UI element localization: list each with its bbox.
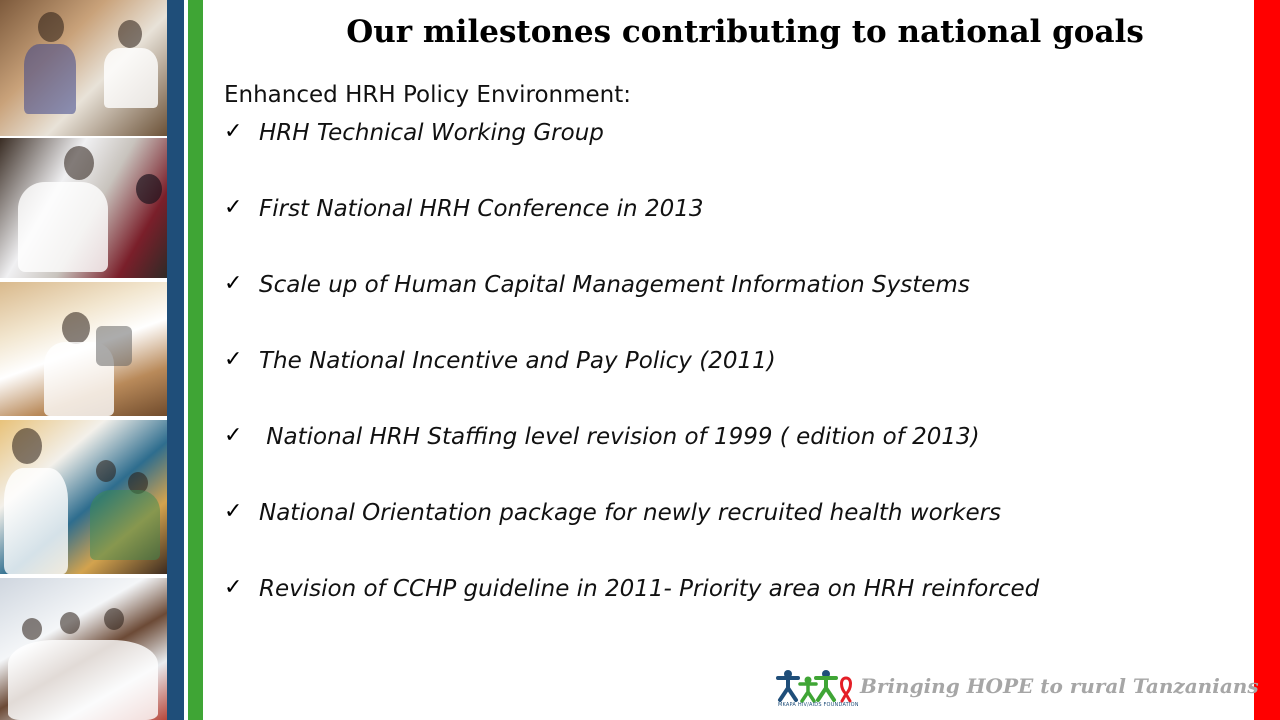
health-workers-photo <box>0 578 167 720</box>
check-icon: ✓ <box>224 499 243 524</box>
health-workers-photo <box>0 420 167 574</box>
blue-accent-bar <box>167 0 184 720</box>
green-accent-bar <box>188 0 203 720</box>
slide-title: Our milestones contributing to national goals <box>346 14 1144 50</box>
list-item <box>224 344 1039 420</box>
check-icon: ✓ <box>224 347 243 372</box>
list-item <box>224 192 1039 268</box>
photo-strip <box>0 0 167 720</box>
check-icon: ✓ <box>224 195 243 220</box>
list-item-text: National HRH Staffing level revision of 1999 ( edition of 2013) <box>259 424 980 450</box>
footer-tagline: Bringing HOPE to rural Tanzanians <box>860 674 1259 698</box>
list-item-text: National Orientation package for newly recruited health workers <box>259 500 1002 526</box>
list-item-text: First National HRH Conference in 2013 <box>259 196 704 222</box>
list-item <box>224 116 1039 192</box>
foundation-logo <box>776 668 858 710</box>
check-icon: ✓ <box>224 271 243 296</box>
section-intro: Enhanced HRH Policy Environment: <box>224 82 632 108</box>
logo-caption: MKAPA HIV/AIDS FOUNDATION <box>778 702 859 708</box>
footer <box>776 668 1259 710</box>
check-icon: ✓ <box>224 575 243 600</box>
list-item-text: Revision of CCHP guideline in 2011- Priority area on HRH reinforced <box>259 576 1040 602</box>
health-workers-photo <box>0 138 167 278</box>
red-accent-bar <box>1254 0 1280 720</box>
list-item <box>224 420 1039 496</box>
list-item <box>224 572 1039 648</box>
health-workers-photo <box>0 282 167 416</box>
list-item-text: Scale up of Human Capital Management Information Systems <box>259 272 970 298</box>
list-item-text: HRH Technical Working Group <box>259 120 604 146</box>
list-item-text: The National Incentive and Pay Policy (2011) <box>259 348 776 374</box>
check-icon: ✓ <box>224 423 243 448</box>
check-icon: ✓ <box>224 119 243 144</box>
people-logo-icon <box>776 668 858 704</box>
list-item <box>224 268 1039 344</box>
milestone-list <box>224 116 1039 648</box>
health-workers-photo <box>0 0 167 136</box>
list-item <box>224 496 1039 572</box>
